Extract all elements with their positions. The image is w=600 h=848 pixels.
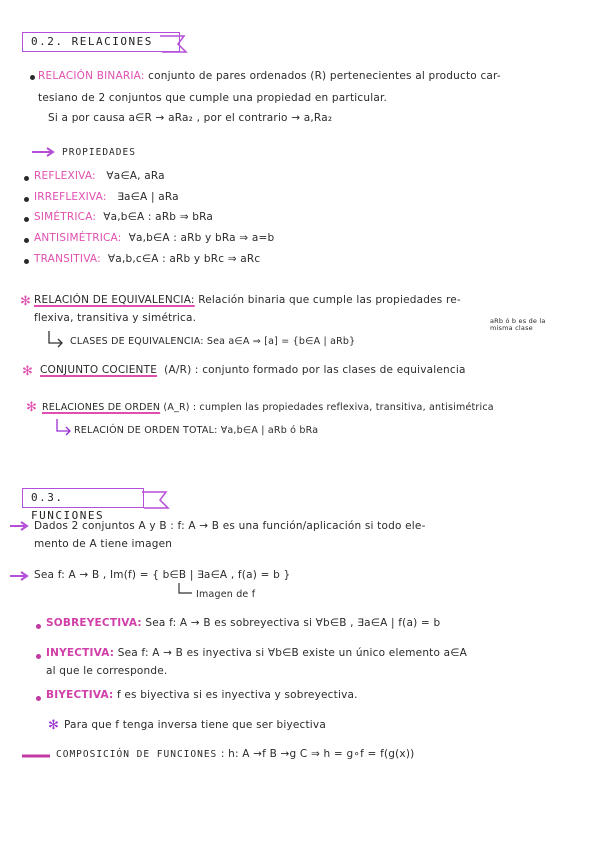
image-note: Imagen de f — [196, 589, 256, 600]
binary-relation-text-2: tesiano de 2 conjuntos que cumple una propiedad en particular. — [38, 92, 388, 104]
return-arrow-icon — [176, 582, 196, 598]
injective-line-1: INYECTIVA: Sea f: A → B es inyectiva si ∀b∈B existe un único elemento a∈A — [46, 647, 468, 659]
total-order-text: RELACIÓN DE ORDEN TOTAL: ∀a,b∈A | aRb ó bRa — [74, 425, 319, 436]
equivalence-label: RELACIÓN DE EQUIVALENCIA: — [34, 294, 195, 306]
property-transitiva: TRANSITIVA: ∀a,b,c∈A : aRb y bRc ⇒ aRc — [34, 253, 261, 265]
quotient-set-line: CONJUNTO COCIENTE (A/R) : conjunto formado por las clases de equivalencia — [40, 364, 466, 376]
quotient-set-label: CONJUNTO COCIENTE — [40, 364, 158, 376]
function-def-line-2: mento de A tiene imagen — [34, 538, 173, 550]
order-relation-label: RELACIONES DE ORDEN — [42, 402, 161, 413]
function-def-line-1: Dados 2 conjuntos A y B : f: A → B es una función/aplicación si todo ele- — [34, 520, 426, 532]
bullet-dot — [36, 654, 41, 659]
bullet-dot — [24, 176, 29, 181]
arrow-icon — [30, 146, 58, 158]
title-flag-icon — [140, 490, 170, 512]
binary-relation-line-1 — [38, 70, 501, 82]
equivalence-classes-note: aRb ó b es de la misma clase — [490, 317, 546, 332]
property-reflexiva: REFLEXIVA: ∀a∈A, aRa — [34, 170, 165, 182]
property-irreflexiva: IRREFLEXIVA: ∃a∈A | aRa — [34, 191, 179, 203]
return-arrow-icon — [46, 330, 64, 348]
bullet-dot — [24, 238, 29, 243]
bullet-dot — [30, 75, 35, 80]
bullet-dot — [36, 696, 41, 701]
surjective-line: SOBREYECTIVA: Sea f: A → B es sobreyectiva si ∀b∈B , ∃a∈A | f(a) = b — [46, 617, 441, 629]
surjective-label: SOBREYECTIVA: — [46, 617, 142, 629]
bijective-line: BIYECTIVA: f es biyectiva si es inyectiva y sobreyectiva. — [46, 689, 358, 701]
return-arrow-icon — [54, 418, 72, 436]
injective-label: INYECTIVA: — [46, 647, 115, 659]
bullet-dot — [24, 217, 29, 222]
section-title-funciones: 0.3. FUNCIONES — [22, 488, 144, 508]
properties-heading: PROPIEDADES — [62, 147, 136, 158]
binary-relation-text-3: Si a por causa a∈R → aRa₂ , por el contrario → a,Ra₂ — [48, 112, 333, 124]
bijective-label: BIYECTIVA: — [46, 689, 114, 701]
star-icon: ✻ — [48, 718, 60, 733]
section-title-relaciones: 0.2. RELACIONES — [22, 32, 180, 52]
composition-line: COMPOSICIÓN DE FUNCIONES : h: A →f B →g C ⇒ h = g∘f = f(g(x)) — [56, 748, 415, 760]
bullet-dot — [24, 197, 29, 202]
equivalence-text-2: flexiva, transitiva y simétrica. — [34, 312, 197, 324]
inverse-note: Para que f tenga inversa tiene que ser biyectiva — [64, 719, 326, 731]
property-antisimetrica: ANTISIMÉTRICA: ∀a,b∈A : aRb y bRa ⇒ a=b — [34, 232, 275, 244]
arrow-icon — [8, 570, 32, 582]
order-relation-line: RELACIONES DE ORDEN (A_R) : cumplen las propiedades reflexiva, transitiva, antisimétrica — [42, 402, 494, 413]
star-icon: ✻ — [20, 294, 32, 309]
equivalence-line-1: RELACIÓN DE EQUIVALENCIA: Relación binaria que cumple las propiedades re- — [34, 294, 461, 306]
injective-line-2: al que le corresponde. — [46, 665, 168, 677]
binary-relation-text-1: conjunto de pares ordenados (R) pertenecientes al producto car- — [148, 70, 501, 82]
title-flag-icon — [158, 34, 188, 56]
star-icon: ✻ — [22, 364, 34, 379]
bullet-dot — [36, 624, 41, 629]
arrow-icon — [20, 750, 54, 762]
equivalence-classes-text: CLASES DE EQUIVALENCIA: Sea a∈A ⇒ [a] = {b∈A | aRb} — [70, 336, 356, 347]
property-simetrica: SIMÉTRICA: ∀a,b∈A : aRb ⇒ bRa — [34, 211, 214, 223]
binary-relation-label: RELACIÓN BINARIA: — [38, 70, 145, 82]
star-icon: ✻ — [26, 400, 38, 415]
bullet-dot — [24, 259, 29, 264]
arrow-icon — [8, 520, 32, 532]
image-def-text: Sea f: A → B , Im(f) = { b∈B | ∃a∈A , f(a) = b } — [34, 569, 291, 581]
composition-label: COMPOSICIÓN DE FUNCIONES — [56, 749, 218, 760]
